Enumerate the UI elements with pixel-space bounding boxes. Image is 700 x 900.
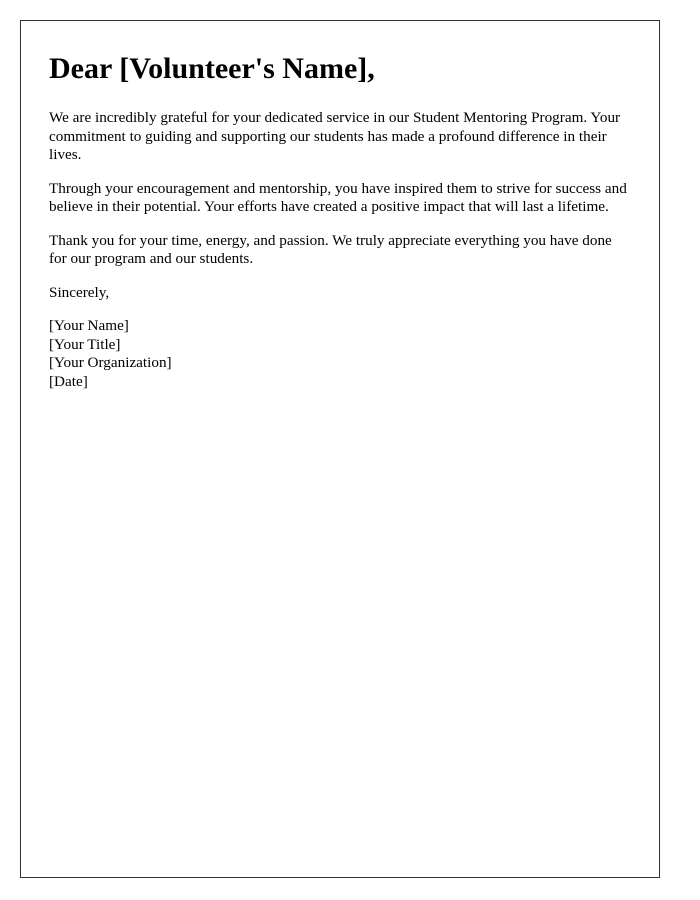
signature-title: [Your Title] xyxy=(49,335,121,353)
signature-block xyxy=(49,317,631,391)
closing-line: Sincerely, xyxy=(49,283,110,301)
greeting-heading: Dear [Volunteer's Name], xyxy=(49,52,375,85)
letter-page xyxy=(20,20,660,878)
body-paragraph-3: Thank you for your time, energy, and passion. We truly appreciate everything you have done for our program and our students. xyxy=(49,231,612,267)
signature-organization: [Your Organization] xyxy=(49,354,172,371)
signature-date: [Date] xyxy=(49,372,88,390)
signature-name: [Your Name] xyxy=(49,317,129,334)
body-paragraph-2: Through your encouragement and mentorship, you have inspired them to strive for success and believe in their potential. Your efforts have created a positive impact that will last a lifetime. xyxy=(49,179,627,215)
body-paragraph-1: We are incredibly grateful for your dedicated service in our Student Mentoring Program. Your commitment to guiding and supporting our students has made a profound difference in their lives. xyxy=(49,109,621,163)
